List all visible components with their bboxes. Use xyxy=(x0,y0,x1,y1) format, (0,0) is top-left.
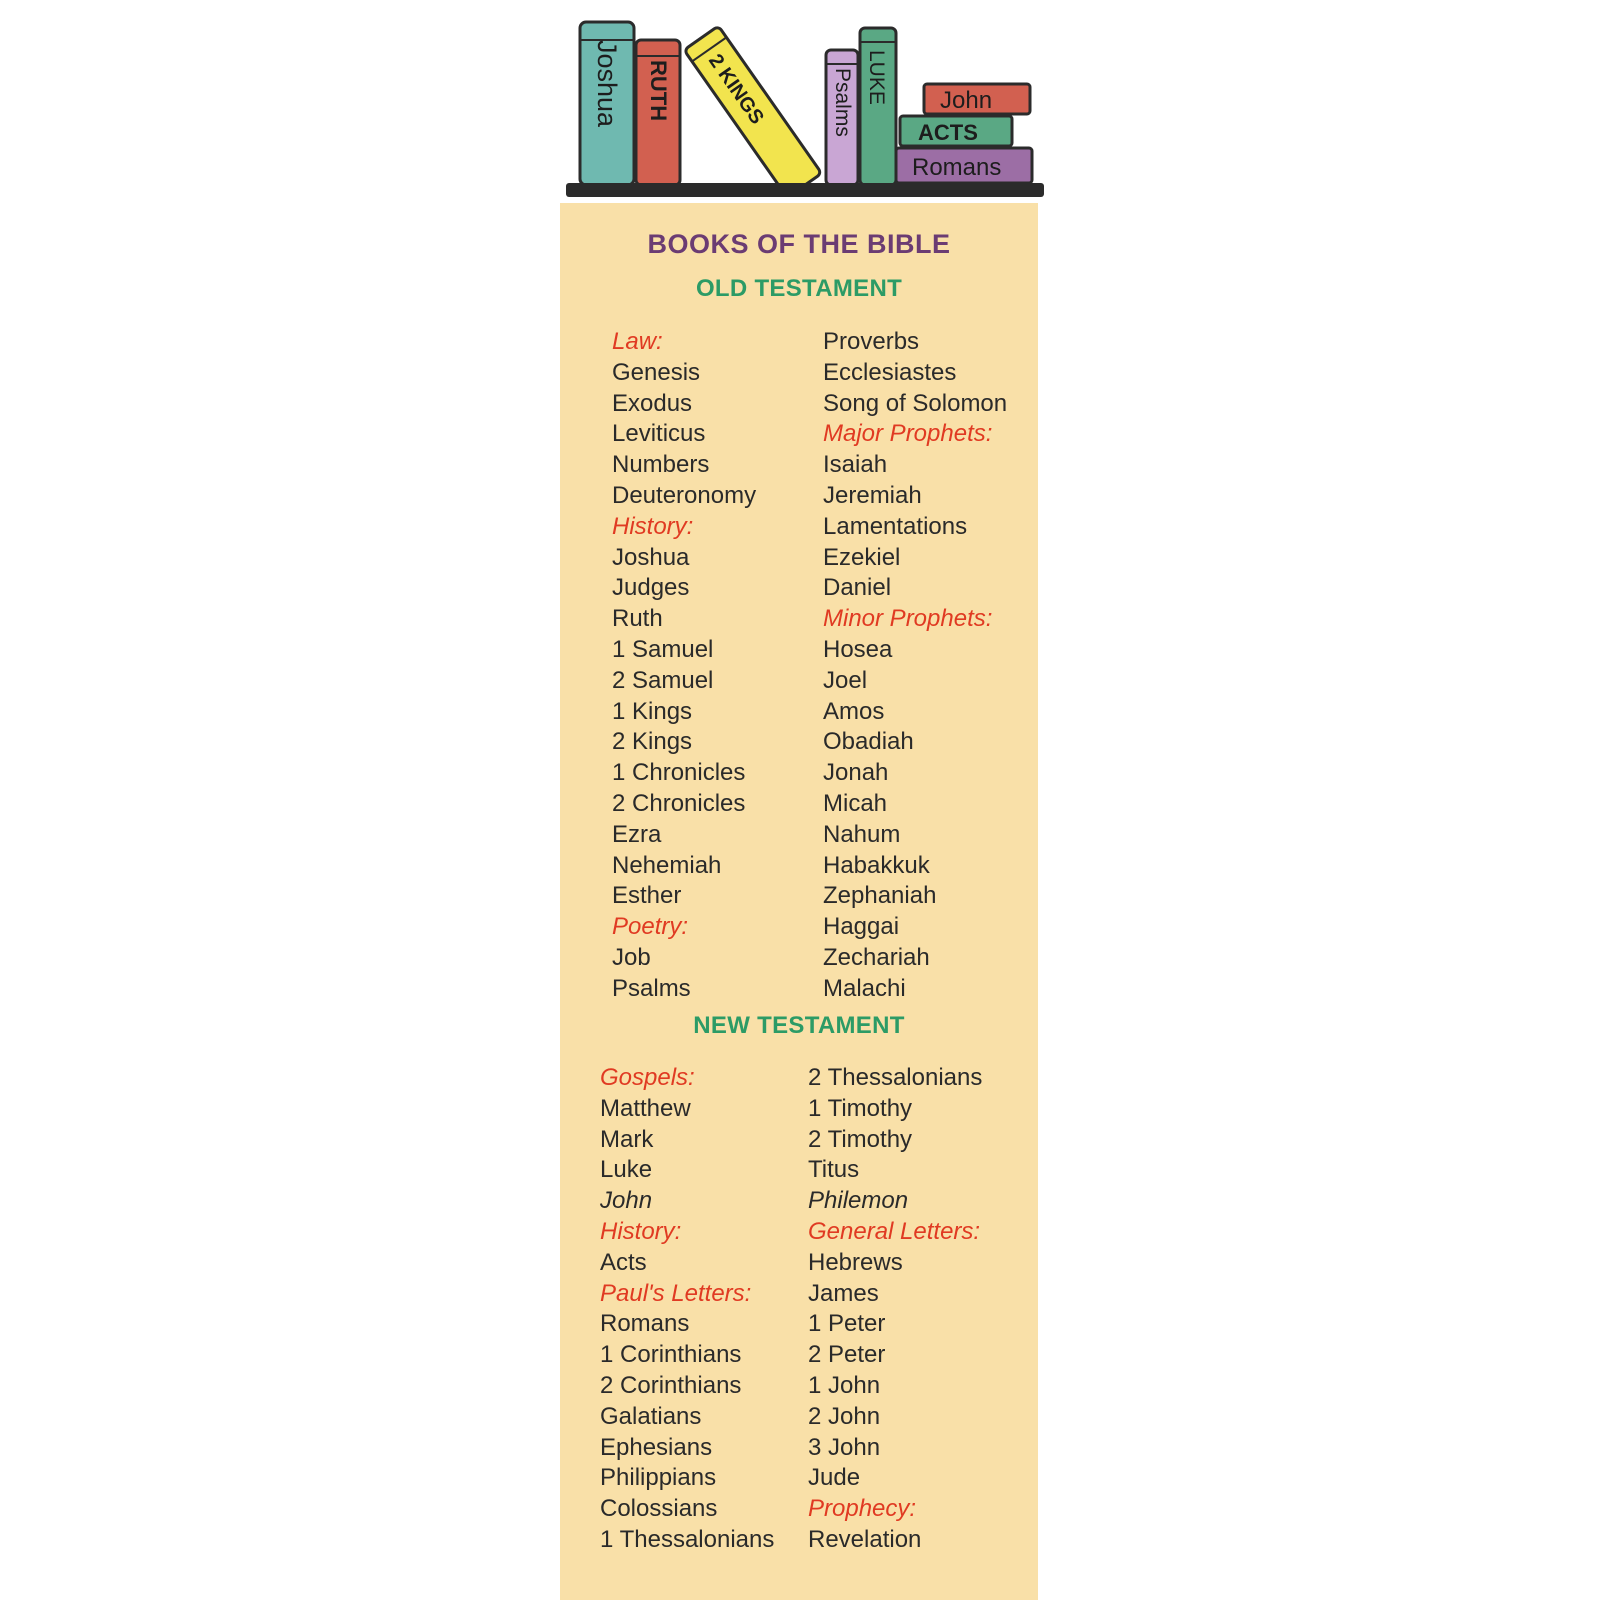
book-luke xyxy=(860,28,896,185)
category-label-poetry: Poetry: xyxy=(612,913,689,941)
book-name-1-chronicles: 1 Chronicles xyxy=(612,759,746,787)
new-testament-heading: NEW TESTAMENT xyxy=(693,1012,905,1039)
new-testament-column-1 xyxy=(600,1063,774,1556)
book-name-ephesians: Ephesians xyxy=(600,1433,713,1461)
book-name-1-thessalonians: 1 Thessalonians xyxy=(600,1525,775,1553)
book-name-2-john: 2 John xyxy=(808,1402,881,1430)
book-name-zephaniah: Zephaniah xyxy=(823,882,937,910)
book-spine-label: RUTH xyxy=(646,60,671,122)
bible-bookmark xyxy=(560,203,1038,1600)
category-label-prophecy: Prophecy: xyxy=(808,1495,917,1523)
book-name-2-kings: 2 Kings xyxy=(612,728,693,756)
book-john xyxy=(924,84,1030,114)
book-name-psalms: Psalms xyxy=(612,974,691,1002)
bookmark-title: BOOKS OF THE BIBLE xyxy=(647,229,951,259)
book-name-revelation: Revelation xyxy=(808,1525,922,1553)
category-label-major-prophets: Major Prophets: xyxy=(823,420,993,448)
category-label-history: History: xyxy=(612,512,694,540)
book-name-1-kings: 1 Kings xyxy=(612,697,693,725)
book-name-leviticus: Leviticus xyxy=(612,420,706,448)
book-name-2-timothy: 2 Timothy xyxy=(808,1125,913,1153)
book-name-2-chronicles: 2 Chronicles xyxy=(612,789,746,817)
book-name-matthew: Matthew xyxy=(600,1094,691,1122)
shelf-board xyxy=(566,183,1044,197)
book-name-titus: Titus xyxy=(808,1156,860,1184)
book-ruth xyxy=(636,40,680,185)
old-testament-column-1 xyxy=(612,327,756,1005)
book-name-1-timothy: 1 Timothy xyxy=(808,1094,913,1122)
book-name-hebrews: Hebrews xyxy=(808,1248,903,1276)
book-name-james: James xyxy=(808,1279,879,1307)
book-2-kings xyxy=(684,26,822,198)
book-name-zechariah: Zechariah xyxy=(823,943,930,971)
category-label-gospels: Gospels: xyxy=(600,1064,695,1091)
book-name-isaiah: Isaiah xyxy=(823,451,888,479)
book-name-esther: Esther xyxy=(612,882,682,910)
book-name-colossians: Colossians xyxy=(600,1495,718,1523)
book-name-deuteronomy: Deuteronomy xyxy=(612,481,757,509)
book-spine-label: Joshua xyxy=(592,40,622,128)
book-name-jeremiah: Jeremiah xyxy=(823,481,922,509)
book-psalms xyxy=(826,50,858,185)
book-name-luke: Luke xyxy=(600,1156,653,1184)
category-label-law: Law: xyxy=(612,328,663,355)
bookshelf-illustration xyxy=(0,0,1600,210)
book-name-nehemiah: Nehemiah xyxy=(612,851,722,879)
book-name-lamentations: Lamentations xyxy=(823,512,968,540)
book-name-3-john: 3 John xyxy=(808,1433,881,1461)
book-name-obadiah: Obadiah xyxy=(823,728,914,756)
book-name-nahum: Nahum xyxy=(823,820,901,848)
category-label-history: History: xyxy=(600,1217,682,1245)
book-name-jude: Jude xyxy=(808,1464,861,1492)
book-name-philemon: Philemon xyxy=(808,1187,909,1215)
book-name-judges: Judges xyxy=(612,574,690,602)
book-name-song-of-solomon: Song of Solomon xyxy=(823,389,1008,417)
book-name-ezra: Ezra xyxy=(612,820,662,848)
book-name-hosea: Hosea xyxy=(823,635,893,663)
book-name-malachi: Malachi xyxy=(823,974,906,1002)
book-name-mark: Mark xyxy=(600,1125,654,1153)
book-name-1-john: 1 John xyxy=(808,1371,881,1399)
book-name-joshua: Joshua xyxy=(612,543,690,571)
book-spine-label: LUKE xyxy=(865,50,888,105)
category-label-minor-prophets: Minor Prophets: xyxy=(823,605,993,633)
book-name-acts: Acts xyxy=(600,1248,647,1276)
book-name-proverbs: Proverbs xyxy=(823,328,920,355)
book-name-daniel: Daniel xyxy=(823,574,892,602)
book-name-jonah: Jonah xyxy=(823,759,889,787)
book-name-2-thessalonians: 2 Thessalonians xyxy=(808,1064,983,1091)
book-name-1-samuel: 1 Samuel xyxy=(612,635,714,663)
book-name-2-peter: 2 Peter xyxy=(808,1341,886,1369)
book-name-ezekiel: Ezekiel xyxy=(823,543,901,571)
book-name-micah: Micah xyxy=(823,789,888,817)
old-testament-column-2 xyxy=(823,327,1007,1005)
category-label-general-letters: General Letters: xyxy=(808,1217,981,1245)
book-name-romans: Romans xyxy=(600,1310,690,1338)
new-testament-column-2 xyxy=(808,1063,982,1556)
book-spine-label: 2 KINGS xyxy=(703,50,768,129)
book-name-2-samuel: 2 Samuel xyxy=(612,666,714,694)
book-acts xyxy=(900,116,1012,146)
book-name-joel: Joel xyxy=(823,666,868,694)
book-spine-label: Romans xyxy=(912,154,1002,181)
book-joshua xyxy=(580,22,634,185)
book-name-philippians: Philippians xyxy=(600,1464,717,1492)
book-name-ruth: Ruth xyxy=(612,605,663,633)
book-name-numbers: Numbers xyxy=(612,451,710,479)
book-spine-label: Psalms xyxy=(831,68,854,137)
book-name-galatians: Galatians xyxy=(600,1402,702,1430)
book-spine-label: John xyxy=(940,87,993,114)
book-name-1-corinthians: 1 Corinthians xyxy=(600,1341,742,1369)
book-name-john: John xyxy=(600,1187,653,1215)
book-name-ecclesiastes: Ecclesiastes xyxy=(823,358,957,386)
book-spine-label: ACTS xyxy=(918,120,978,145)
book-name-genesis: Genesis xyxy=(612,358,701,386)
book-name-exodus: Exodus xyxy=(612,389,693,417)
book-name-2-corinthians: 2 Corinthians xyxy=(600,1371,742,1399)
book-name-1-peter: 1 Peter xyxy=(808,1310,886,1338)
book-name-amos: Amos xyxy=(823,697,885,725)
book-name-job: Job xyxy=(612,943,651,971)
book-romans xyxy=(896,148,1032,183)
old-testament-heading: OLD TESTAMENT xyxy=(695,275,903,302)
book-name-haggai: Haggai xyxy=(823,913,900,941)
category-label-paul-s-letters: Paul's Letters: xyxy=(600,1279,752,1307)
book-name-habakkuk: Habakkuk xyxy=(823,851,930,879)
